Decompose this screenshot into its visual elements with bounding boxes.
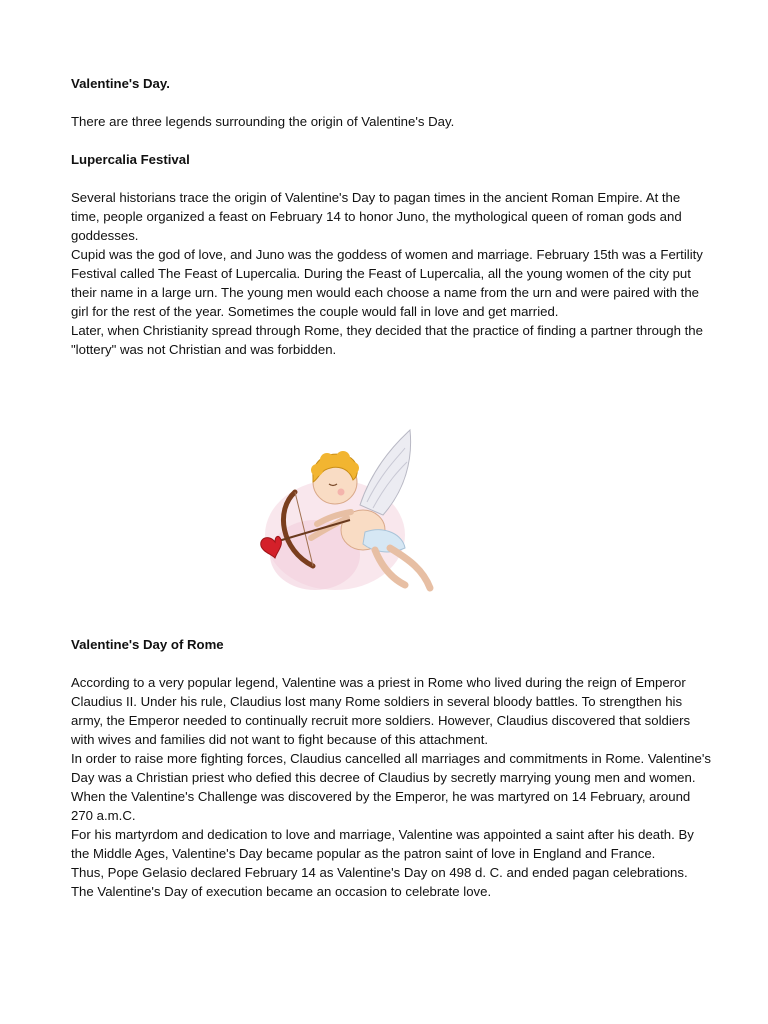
paragraph: In order to raise more fighting forces, Claudius cancelled all marriages and commitments in Rome. Valentine's Day was a Christian priest who defied this decree of Claudius by secretly marrying young men and women. When the Valentine's Challenge was discovered by the Emperor, he was martyred on 14 February, around 270 a.m.C.	[71, 751, 711, 823]
section-heading-rome: Valentine's Day of Rome	[71, 637, 224, 652]
paragraph: For his martyrdom and dedication to love and marriage, Valentine was appointed a saint after his death. By the Middle Ages, Valentine's Day became popular as the patron saint of love in England and France.	[71, 827, 694, 861]
paragraph: Cupid was the god of love, and Juno was the goddess of women and marriage. February 15th was a Fertility Festival called The Feast of Lupercalia. During the Feast of Lupercalia, all the young women of the city put their name in a large urn. The young men would each choose a name from the urn and were paired with the girl for the rest of the year. Sometimes the couple would fall in love and get married.	[71, 247, 703, 319]
intro-paragraph: There are three legends surrounding the origin of Valentine's Day.	[71, 114, 455, 129]
paragraph: According to a very popular legend, Valentine was a priest in Rome who lived during the reign of Emperor Claudius II. Under his rule, Claudius lost many Rome soldiers in several bloody battles. To strengthen his army, the Emperor needed to continually recruit more soldiers. However, Claudius discovered that soldiers with wives and families did not want to fight because of this attachment.	[71, 675, 691, 747]
paragraph: Later, when Christianity spread through Rome, they decided that the practice of finding a partner through the "lottery" was not Christian and was forbidden.	[71, 323, 703, 357]
document-body	[71, 74, 711, 359]
section-heading-lupercalia: Lupercalia Festival	[71, 152, 190, 167]
cupid-illustration	[255, 420, 445, 610]
document-title: Valentine's Day.	[71, 76, 170, 91]
paragraph: Several historians trace the origin of Valentine's Day to pagan times in the ancient Roman Empire. At the time, people organized a feast on February 14 to honor Juno, the mythological queen of roman gods and goddesses.	[71, 190, 682, 243]
cupid-icon	[255, 420, 445, 610]
paragraph: Thus, Pope Gelasio declared February 14 as Valentine's Day on 498 d. C. and ended pagan celebrations. The Valentine's Day of execution became an occasion to celebrate love.	[71, 865, 688, 899]
section-valentine-rome	[71, 635, 711, 901]
